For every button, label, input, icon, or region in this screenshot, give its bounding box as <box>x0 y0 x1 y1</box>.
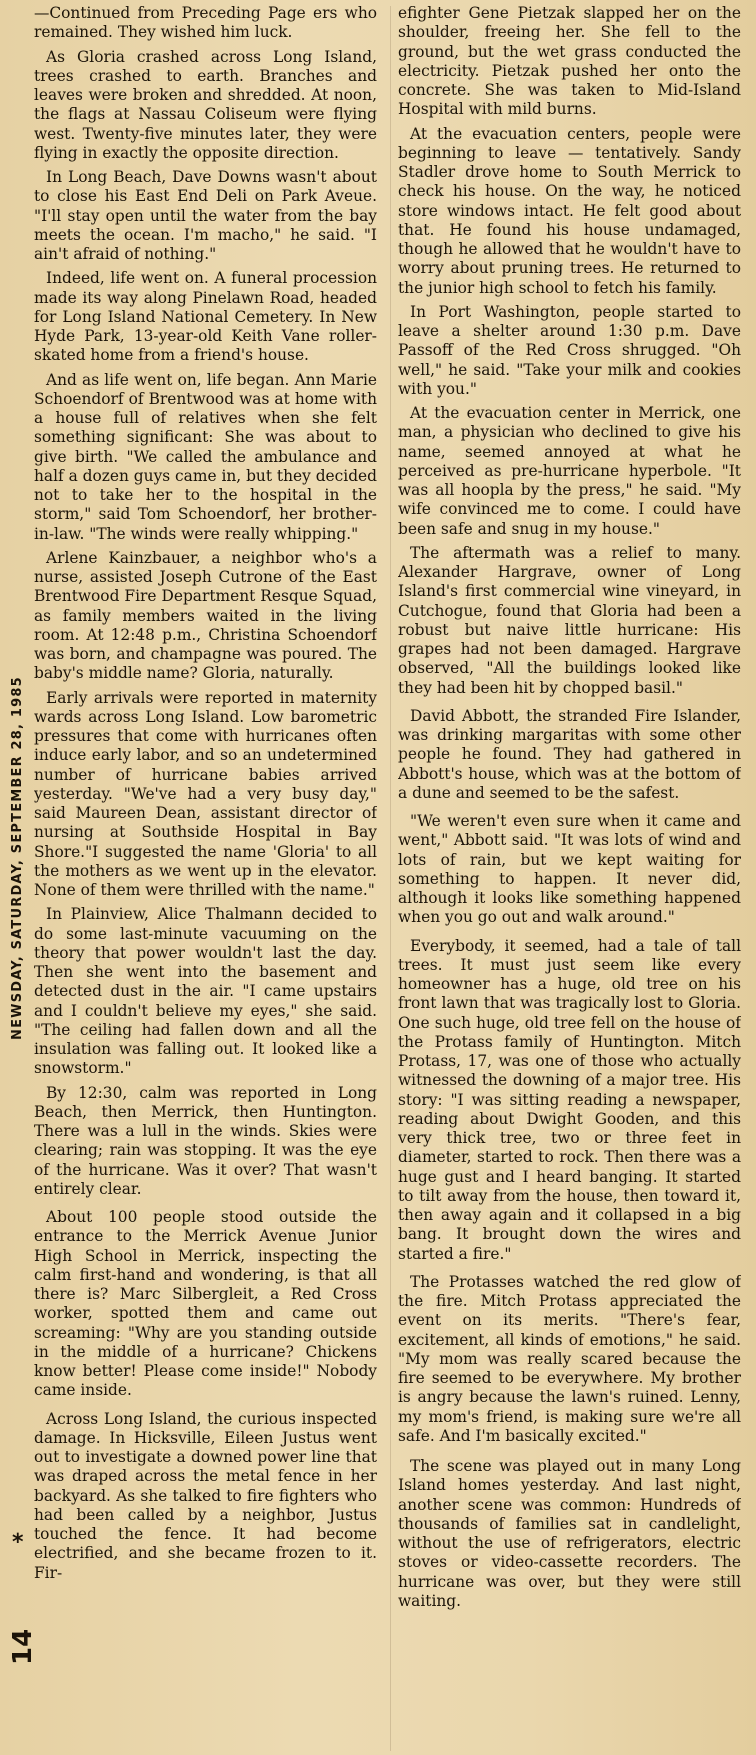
paragraph: And as life went on, life began. Ann Marie Schoendorf of Brentwood was at home with a house full of relatives when she felt something significant: She was about to give birth. "We called the ambulance and half a dozen guys came in, but they decided not to take her to the hospital in the storm," said Tom Schoendorf, her brother-in-law. "The winds were really whipping." <box>34 370 377 543</box>
paragraph: —Continued from Preceding Page ers who remained. They wished him luck. <box>34 4 377 42</box>
paragraph: The scene was played out in many Long Island homes yesterday. And last night, another scene was common: Hundreds of thousands of families sat in candlelight, without the use of refrigerators, electric stoves or video-cassette recorders. The hurricane was over, but they were still waiting. <box>398 1457 741 1610</box>
paragraph: Across Long Island, the curious inspected damage. In Hicksville, Eileen Justus went out to investigate a downed power line that was draped across the metal fence in her backyard. As she talked to fire fighters who had been called by a neighbor, Justus touched the fence. It had become electrified, and she became frozen to it. Fir- <box>34 1409 377 1582</box>
article-column-left <box>34 4 377 1749</box>
paragraph: By 12:30, calm was reported in Long Beach, then Merrick, then Huntington. There was a lull in the winds. Skies were clearing; rain was stopping. It was the eye of the hurricane. Was it over? That wasn't entirely clear. <box>34 1083 377 1198</box>
paragraph: Everybody, it seemed, had a tale of tall trees. It must just seem like every homeowner has a huge, old tree on his front lawn that was tragically lost to Gloria. One such huge, old tree fell on the house of the Protass family of Huntington. Mitch Protass, 17, was one of those who actually witnessed the downing of a major tree. His story: "I was sitting reading a newspaper, reading about Dwight Gooden, and this very thick tree, two or three feet in diameter, started to rock. Then there was a huge gust and I heard banging. It started to tilt away from the house, then toward it, then away again and it collapsed in a big bang. It brought down the wires and started a fire." <box>398 936 741 1263</box>
dateline: NEWSDAY, SATURDAY, SEPTEMBER 28, 1985 <box>10 676 25 1040</box>
paragraph: The aftermath was a relief to many. Alexander Hargrave, owner of Long Island's first commercial wine vineyard, in Cutchogue, found that Gloria had been a robust but naive little hurricane: His grapes had not been damaged. Hargrave observed, "All the buildings looked like they had been hit by chopped basil." <box>398 543 741 697</box>
paragraph: Early arrivals were reported in maternity wards across Long Island. Low barometric pressures that come with hurricanes often induce early labor, and so an undetermined number of hurricane babies arrived yesterday. "We've had a very busy day," said Maureen Dean, assistant director of nursing at Southside Hospital in Bay Shore."I suggested the name 'Gloria' to all the mothers as we went up in the elevator. None of them were thrilled with the name." <box>34 688 377 899</box>
paragraph: efighter Gene Pietzak slapped her on the shoulder, freeing her. She fell to the ground, but the wet grass conducted the electricity. Pietzak pushed her onto the concrete. She was taken to Mid-Island Hospital with mild burns. <box>398 4 741 119</box>
paragraph: Arlene Kainzbauer, a neighbor who's a nurse, assisted Joseph Cutrone of the East Brentwood Fire Department Resque Squad, as family members waited in the living room. At 12:48 p.m., Christina Schoendorf was born, and champagne was poured. The baby's middle name? Gloria, naturally. <box>34 548 377 683</box>
paragraph: In Long Beach, Dave Downs wasn't about to close his East End Deli on Park Aveue. "I'll stay open until the water from the bay meets the ocean. I'm macho," he said. "I ain't afraid of nothing." <box>34 168 377 263</box>
article-column-right <box>398 4 741 1749</box>
page-number: 14 <box>8 1628 38 1665</box>
column-rule <box>390 6 391 1751</box>
paragraph: "We weren't even sure when it came and went," Abbott said. "It was lots of wind and lots of rain, but we kept waiting for something to happen. It never did, although it looks like something happened when you go out and walk around." <box>398 812 741 927</box>
paragraph: Indeed, life went on. A funeral procession made its way along Pinelawn Road, headed for Long Island National Cemetery. In New Hyde Park, 13-year-old Keith Vane roller-skated home from a friend's house. <box>34 269 377 365</box>
paragraph: David Abbott, the stranded Fire Islander, was drinking margaritas with some other people he found. They had gathered in Abbott's house, which was at the bottom of a dune and seemed to be the safest. <box>398 706 741 802</box>
paragraph: About 100 people stood outside the entrance to the Merrick Avenue Junior High School in Merrick, inspecting the calm first-hand and wondering, is that all there is? Marc Silbergleit, a Red Cross worker, spotted them and came out screaming: "Why are you standing outside in the middle of a hurricane? Chickens know better! Please come inside!" Nobody came inside. <box>34 1208 377 1400</box>
paragraph: In Port Washington, people started to leave a shelter around 1:30 p.m. Dave Passoff of the Red Cross shrugged. "Oh well," he said. "Take your milk and cookies with you." <box>398 302 741 398</box>
paragraph: At the evacuation center in Merrick, one man, a physician who declined to give his name, seemed annoyed at what he perceived as pre-hurricane hyperbole. "It was all hoopla by the press," he said. "My wife convinced me to come. I could have been safe and snug in my house." <box>398 404 741 538</box>
paragraph: In Plainview, Alice Thalmann decided to do some last-minute vacuuming on the theory that power wouldn't last the day. Then she went into the basement and detected dust in the air. "I came upstairs and I couldn't believe my eyes," she said. "The ceiling had fallen down and all the insulation was falling out. It looked like a snowstorm." <box>34 905 377 1078</box>
paragraph: At the evacuation centers, people were beginning to leave — tentatively. Sandy Stadler drove home to South Merrick to check his house. On the way, he noticed store windows intact. He felt good about that. He found his house undamaged, though he allowed that he wouldn't have to worry about pruning trees. He returned to the junior high school to fetch his family. <box>398 124 741 297</box>
paragraph: The Protasses watched the red glow of the fire. Mitch Protass appreciated the event on its merits. "There's fear, excitement, all kinds of emotions," he said. "My mom was really scared because the fire seemed to be everywhere. My brother is angry because the lawn's ruined. Lenny, my mom's friend, is making sure we're all safe. And I'm basically excited." <box>398 1272 741 1445</box>
paragraph: As Gloria crashed across Long Island, trees crashed to earth. Branches and leaves were broken and shredded. At noon, the flags at Nassau Coliseum were flying west. Twenty-five minutes later, they were flying in exactly the opposite direction. <box>34 47 377 162</box>
folio-star: * <box>12 1530 24 1555</box>
